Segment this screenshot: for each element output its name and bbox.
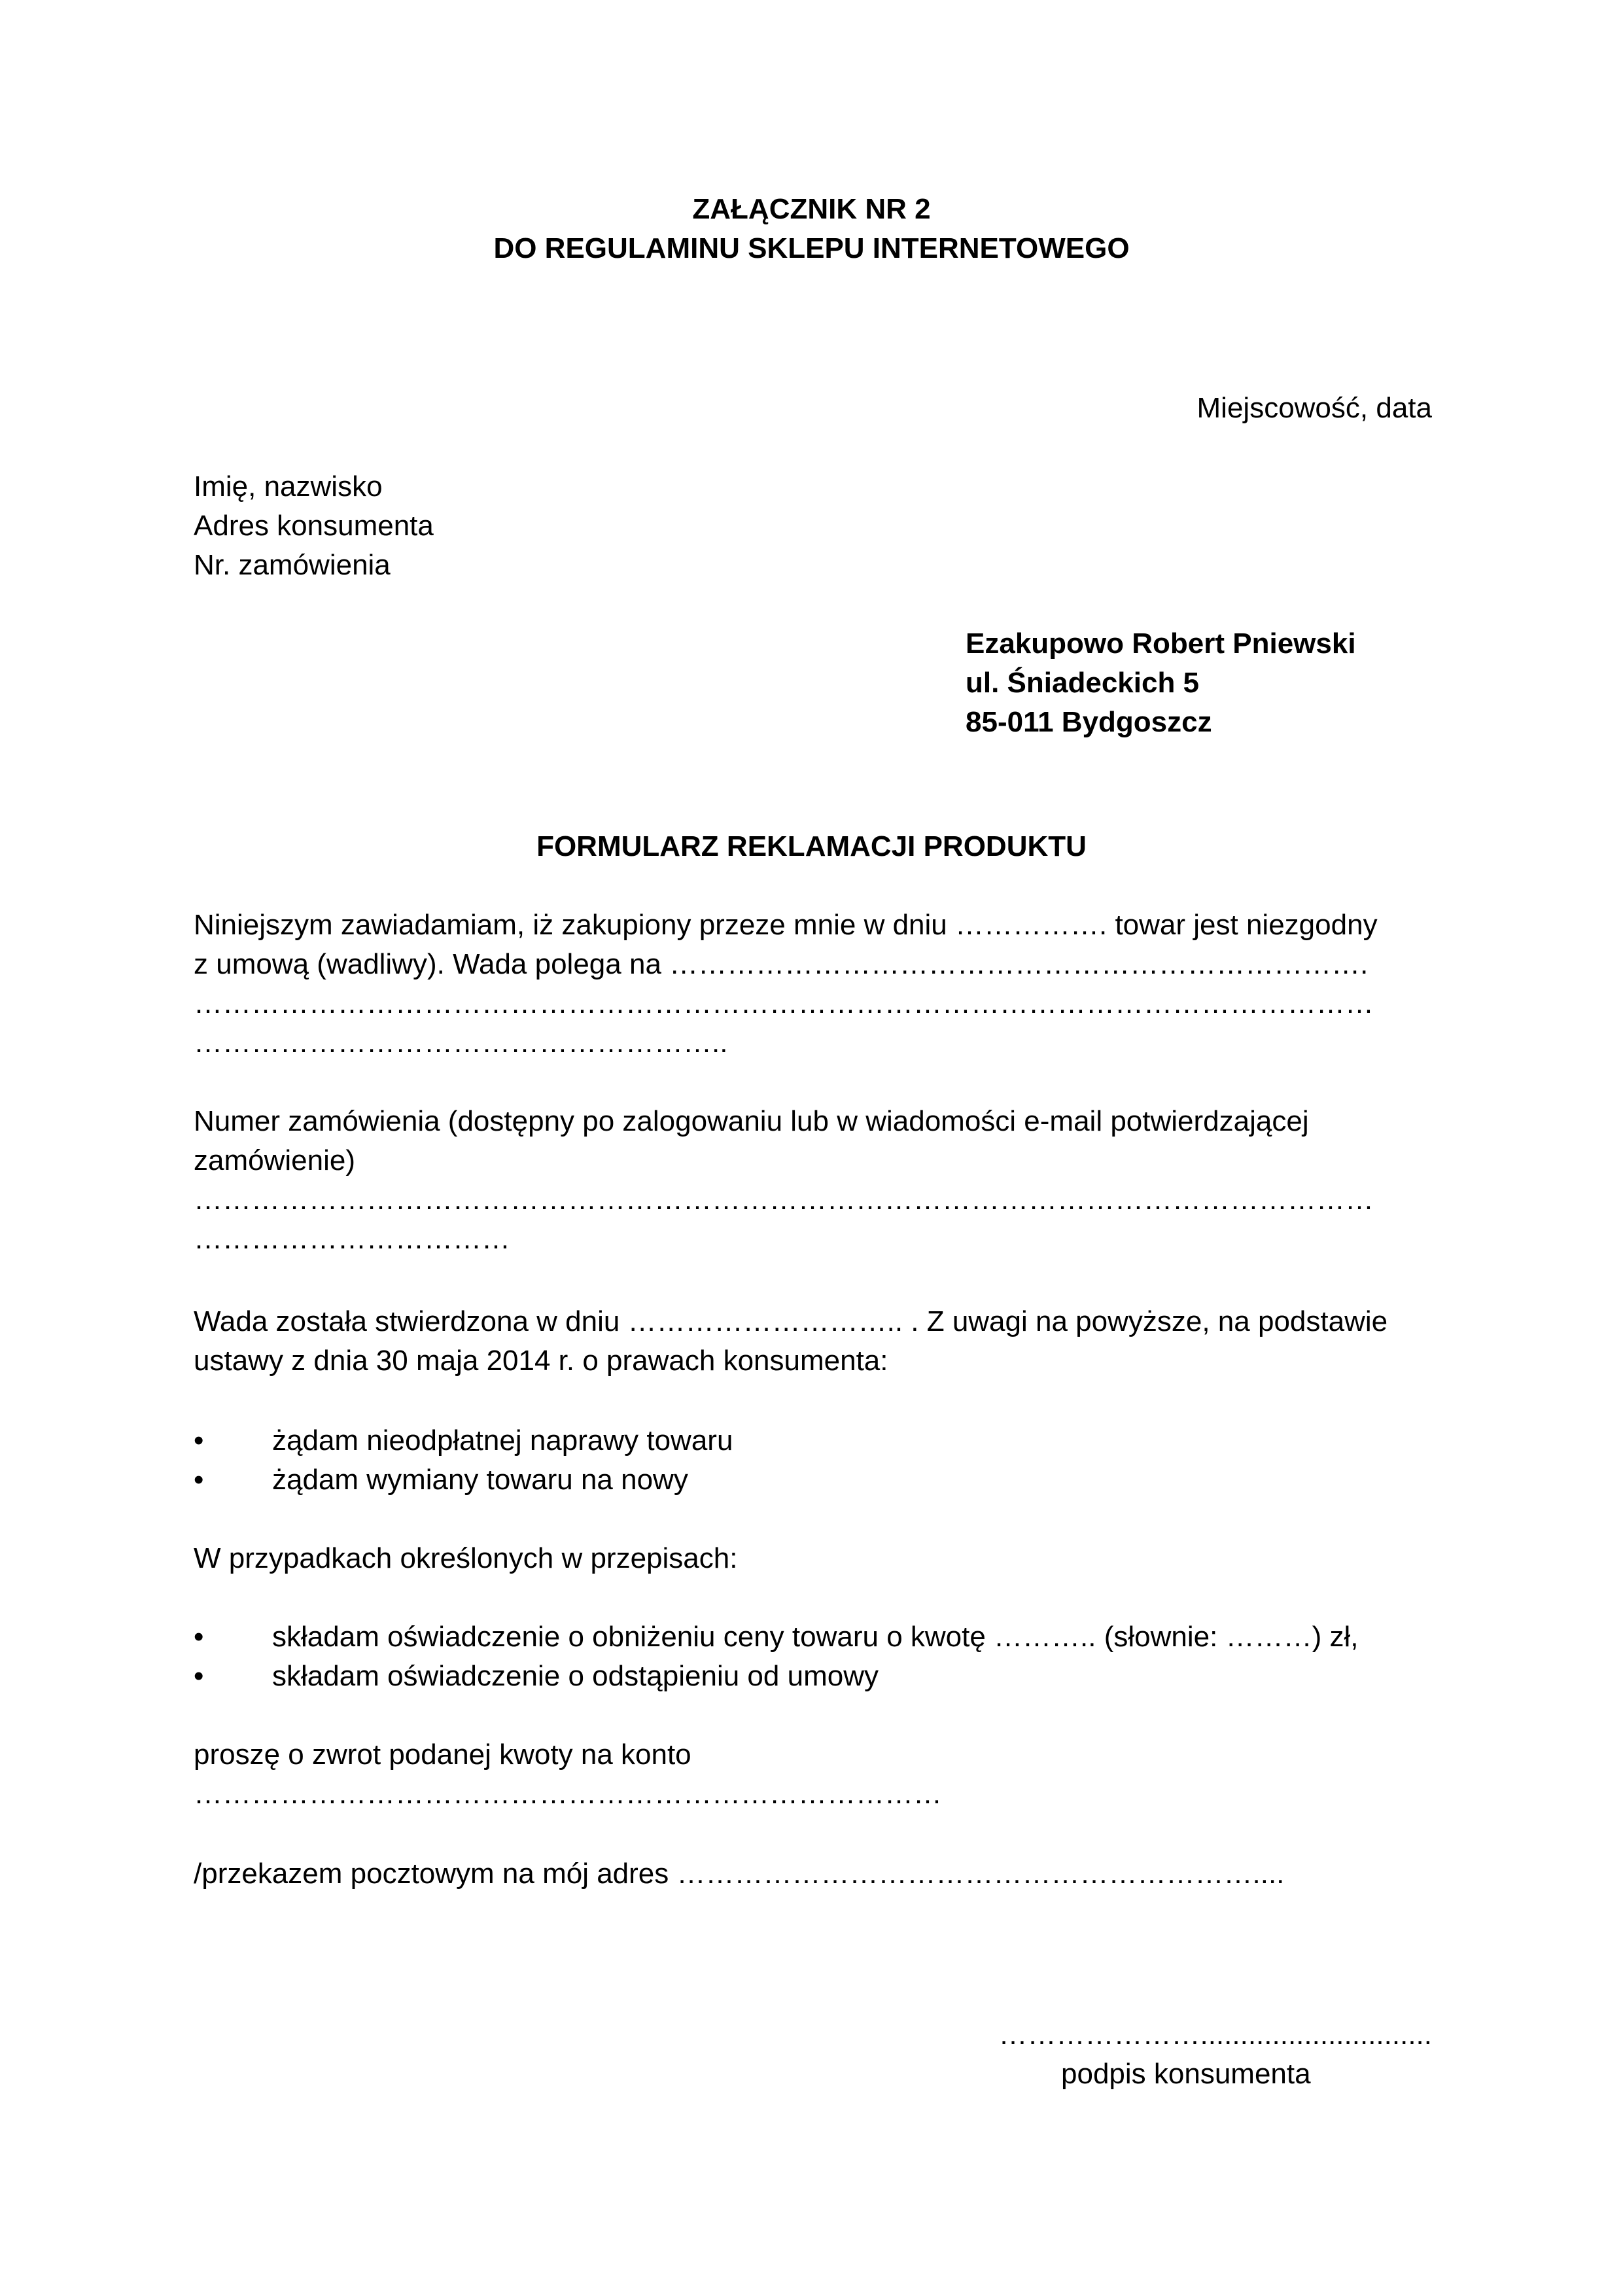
seller-city: 85-011 Bydgoszcz <box>966 706 1212 738</box>
refund-line-1: proszę o zwrot podanej kwoty na konto <box>194 1739 691 1771</box>
consumer-block <box>194 467 434 585</box>
order-number-line-1: Numer zamówienia (dostępny po zalogowaniu lub w wiadomości e-mail potwierdzającej <box>194 1105 1309 1137</box>
form-title: FORMULARZ REKLAMACJI PRODUKTU <box>536 830 1087 862</box>
signature-label: podpis konsumenta <box>1061 2058 1311 2090</box>
consumer-name-label: Imię, nazwisko <box>194 470 383 503</box>
order-number-line-3: …………………………………………………………………………………………………………… <box>194 1184 1374 1216</box>
place-date: Miejscowość, data <box>1196 392 1432 424</box>
bullet-icon: • <box>194 1424 204 1457</box>
cases-intro: W przypadkach określonych w przepisach: <box>194 1542 738 1574</box>
seller-block <box>966 624 1356 742</box>
order-number-line-4: …………………………… <box>194 1223 510 1255</box>
defect-line-1: Niniejszym zawiadamiam, iż zakupiony przeze mnie w dniu ……………. towar jest niezgodny <box>194 909 1378 941</box>
consumer-address-label: Adres konsumenta <box>194 510 434 542</box>
bullet-icon: • <box>194 1464 204 1496</box>
seller-street: ul. Śniadeckich 5 <box>966 667 1200 699</box>
defect-line-2: z umową (wadliwy). Wada polega na ………………………………………………………………. <box>194 948 1369 980</box>
detection-line-2: ustawy z dnia 30 maja 2014 r. o prawach konsumenta: <box>194 1345 888 1377</box>
detection-paragraph <box>194 1302 1387 1381</box>
consumer-order-label: Nr. zamówienia <box>194 549 391 581</box>
seller-name: Ezakupowo Robert Pniewski <box>966 627 1356 660</box>
refund-account-dots: …………………………………………………………………… <box>194 1778 942 1810</box>
bullet-icon: • <box>194 1621 204 1653</box>
bullet-icon: • <box>194 1660 204 1692</box>
defect-line-3: …………………………………………………………………………………………………………… <box>194 987 1374 1019</box>
refund-paragraph <box>194 1735 942 1814</box>
declaration-price-reduction: składam oświadczenie o obniżeniu ceny towaru o kwotę ……….. (słownie: ………) zł, <box>272 1621 1359 1653</box>
defect-paragraph <box>194 906 1378 1063</box>
header-line-2: DO REGULAMINU SKLEPU INTERNETOWEGO <box>493 232 1130 264</box>
order-number-paragraph <box>194 1102 1374 1259</box>
demand-replacement: żądam wymiany towaru na nowy <box>272 1464 688 1496</box>
order-number-line-2: zamówienie) <box>194 1144 355 1176</box>
signature-dots: …………………............................. <box>998 2019 1432 2051</box>
postal-paragraph: /przekazem pocztowym na mój adres …………………………………………………….... <box>194 1858 1285 1890</box>
defect-line-4: ……………………………………………….. <box>194 1027 728 1059</box>
header-line-1: ZAŁĄCZNIK NR 2 <box>692 193 931 225</box>
detection-line-1: Wada została stwierdzona w dniu ……………………….. . Z uwagi na powyższe, na podstawie <box>194 1305 1388 1337</box>
demand-repair: żądam nieodpłatnej naprawy towaru <box>272 1424 733 1457</box>
declaration-withdrawal: składam oświadczenie o odstąpieniu od umowy <box>272 1660 879 1692</box>
header <box>0 190 1623 268</box>
